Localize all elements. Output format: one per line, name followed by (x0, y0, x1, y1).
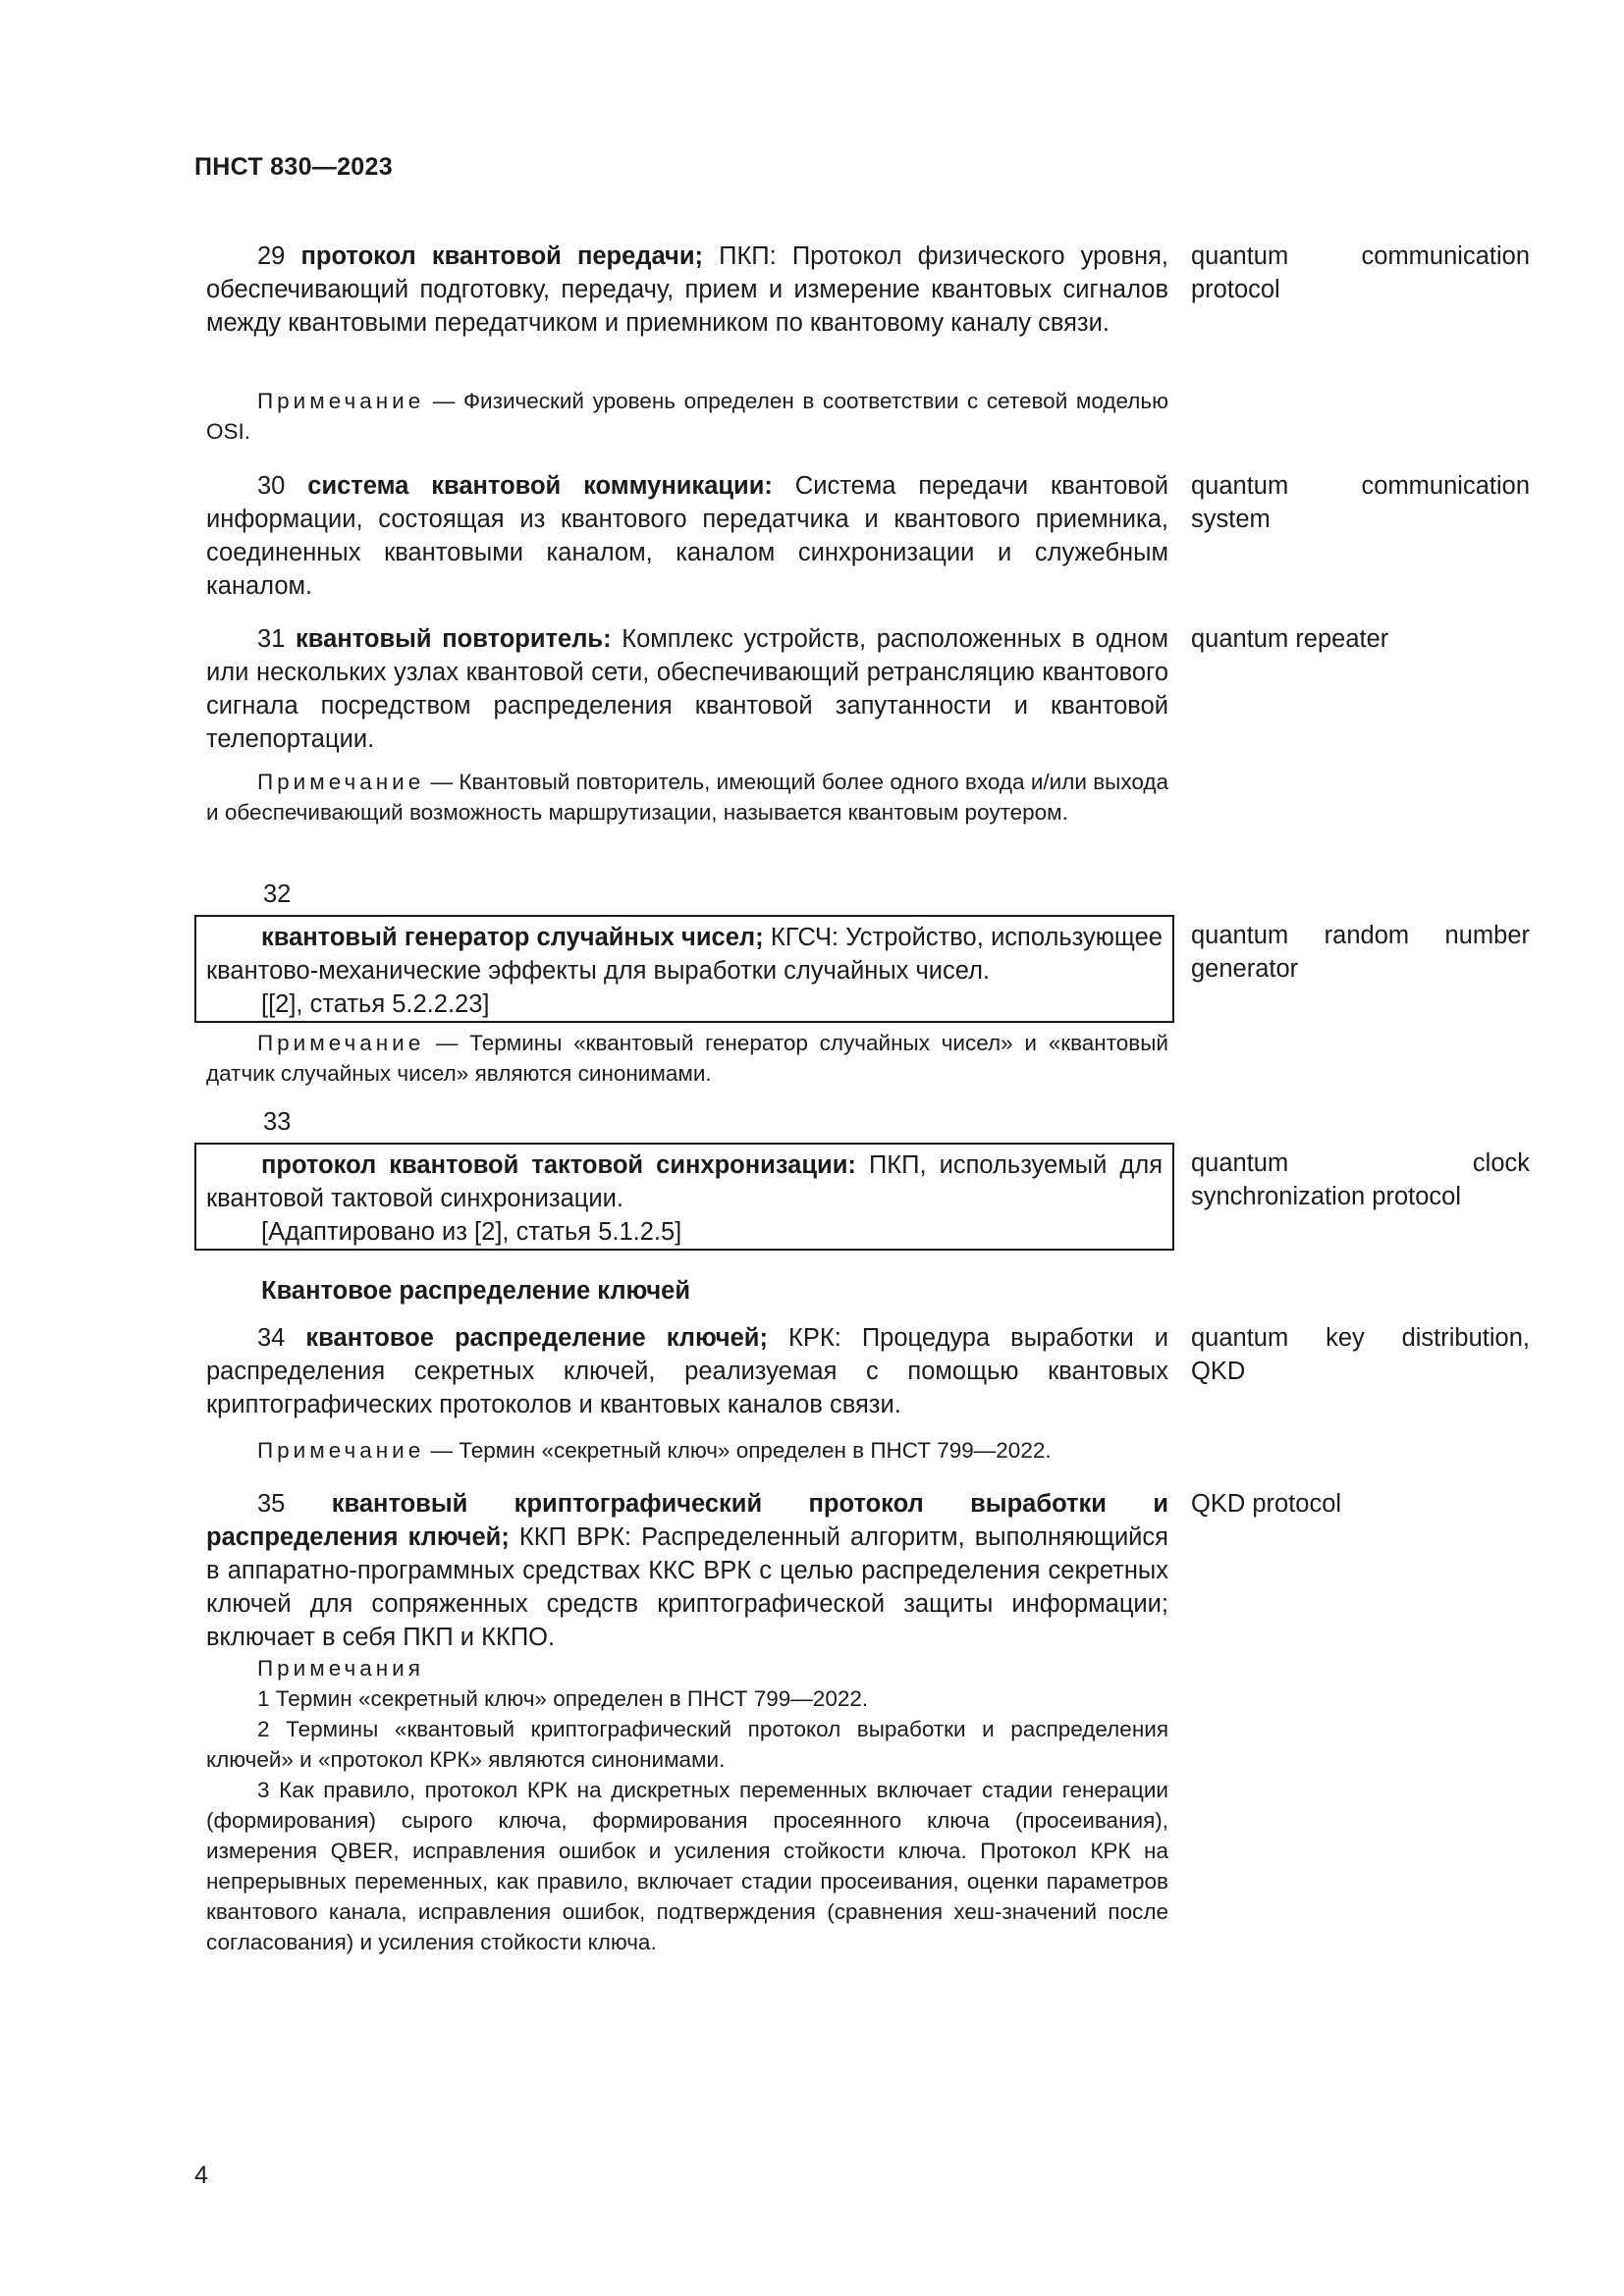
note-text: — Термин «секретный ключ» определен в ПНСТ 799—2022. (430, 1438, 1052, 1463)
note-text: — Квантовый повторитель, имеющий более одного входа и/или выхода и обеспечивающий возможность маршрутизации, называется квантовым роутером. (206, 770, 1168, 825)
entry-term: квантовый генератор случайных чисел; (261, 924, 764, 951)
entry-32-box (194, 915, 1174, 1023)
standard-code: ПНСТ 830—2023 (194, 153, 393, 181)
entry-32-number: 32 (263, 881, 292, 908)
entry-29-note (206, 386, 1168, 447)
entry-number: 34 (257, 1324, 286, 1352)
entry-source: [Адаптировано из [2], статья 5.1.2.5] (261, 1218, 682, 1246)
note-label: Примечание (257, 770, 425, 794)
note-label: Примечание (257, 1438, 425, 1463)
note-item: 3 Как правило, протокол КРК на дискретных переменных включает стадии генерации (формирования) сырого ключа, формирования просеянного ключа (просеивания), измерения QBER, исправления ошибок и усиления стойкости ключа. Протокол КРК на непрерывных переменных, как правило, включает стадии просеивания, оценки параметров квантового канала, исправления ошибок, подтверждения (сравнения хеш-значений после согласования) и усиления стойкости ключа. (206, 1778, 1168, 1954)
entry-number: 29 (257, 242, 286, 270)
entry-34-note (206, 1435, 1168, 1466)
note-item: 1 Термин «секретный ключ» определен в ПНСТ 799—2022. (257, 1686, 869, 1711)
notes-label: Примечания (257, 1656, 424, 1681)
entry-definition: ПКП: Протокол физического уровня, обеспечивающий подготовку, передачу, прием и измерение квантовых сигналов между квантовыми передатчиком и приемником по квантовому каналу связи. (206, 242, 1168, 337)
entry-34-english: quantum key distribution, QKD (1191, 1324, 1530, 1385)
entry-number: 31 (257, 625, 286, 653)
note-label: Примечание (257, 1031, 425, 1055)
page-number: 4 (194, 2162, 208, 2189)
entry-33-box (194, 1143, 1174, 1251)
entry-32-english: quantum random number generator (1191, 922, 1530, 983)
entry-31 (206, 622, 1168, 756)
entry-30 (206, 469, 1168, 603)
section-title: Квантовое распределение ключей (261, 1277, 690, 1305)
entry-term: квантовый криптографический протокол выработки и распределения ключей; (206, 1490, 1168, 1551)
entry-31-note (206, 767, 1168, 828)
entry-31-english: quantum repeater (1191, 625, 1389, 653)
entry-definition: КГСЧ: Устройство, использующее квантово-механические эффекты для выработки случайных чисел. (206, 924, 1163, 985)
entry-source: [[2], статья 5.2.2.23] (261, 990, 490, 1018)
note-text: — Термины «квантовый генератор случайных чисел» и «квантовый датчик случайных чисел» являются синонимами. (206, 1031, 1168, 1086)
note-item: 2 Термины «квантовый криптографический протокол выработки и распределения ключей» и «протокол КРК» являются синонимами. (206, 1717, 1168, 1772)
entry-definition: ПКП, используемый для квантовой тактовой синхронизации. (206, 1151, 1164, 1212)
entry-definition: Комплекс устройств, расположенных в одном или нескольких узлах квантовой сети, обеспечивающий ретрансляцию квантового сигнала посредством распределения квантовой запутанности и квантовой телепортации. (206, 625, 1168, 753)
entry-number: 35 (257, 1490, 286, 1518)
entry-30-english: quantum communication system (1191, 472, 1530, 533)
entry-29-english: quantum communication protocol (1191, 242, 1530, 303)
entry-35-english: QKD protocol (1191, 1490, 1342, 1518)
note-text: — Физический уровень определен в соответствии с сетевой моделью OSI. (206, 389, 1168, 444)
entry-number: 30 (257, 472, 286, 500)
entry-term: квантовый повторитель: (296, 625, 612, 653)
entry-definition: КРК: Процедура выработки и распределения секретных ключей, реализуемая с помощью квантовых криптографических протоколов и квантовых каналов связи. (206, 1324, 1168, 1418)
entry-definition: Система передачи квантовой информации, состоящая из квантового передатчика и квантового приемника, соединенных квантовыми каналом, каналом синхронизации и служебным каналом. (206, 472, 1168, 600)
entry-term: протокол квантовой передачи; (300, 242, 703, 270)
entry-term: квантовое распределение ключей; (305, 1324, 768, 1352)
entry-34 (206, 1321, 1168, 1421)
entry-definition: ККП ВРК: Распределенный алгоритм, выполняющийся в аппаратно-программных средствах ККС ВРК с целью распределения секретных ключей для сопряженных средств криптографической защиты информации; включает в себя ПКП и ККПО. (206, 1523, 1168, 1651)
entry-35 (206, 1487, 1168, 1654)
note-label: Примечание (257, 389, 425, 413)
entry-33-english: quantum clock synchronization protocol (1191, 1149, 1530, 1210)
entry-33-number: 33 (263, 1108, 292, 1136)
entry-32-note (206, 1028, 1168, 1089)
entry-29 (206, 240, 1168, 340)
entry-term: протокол квантовой тактовой синхронизации: (261, 1151, 856, 1179)
entry-term: система квантовой коммуникации: (307, 472, 773, 500)
entry-35-notes (206, 1653, 1168, 1957)
